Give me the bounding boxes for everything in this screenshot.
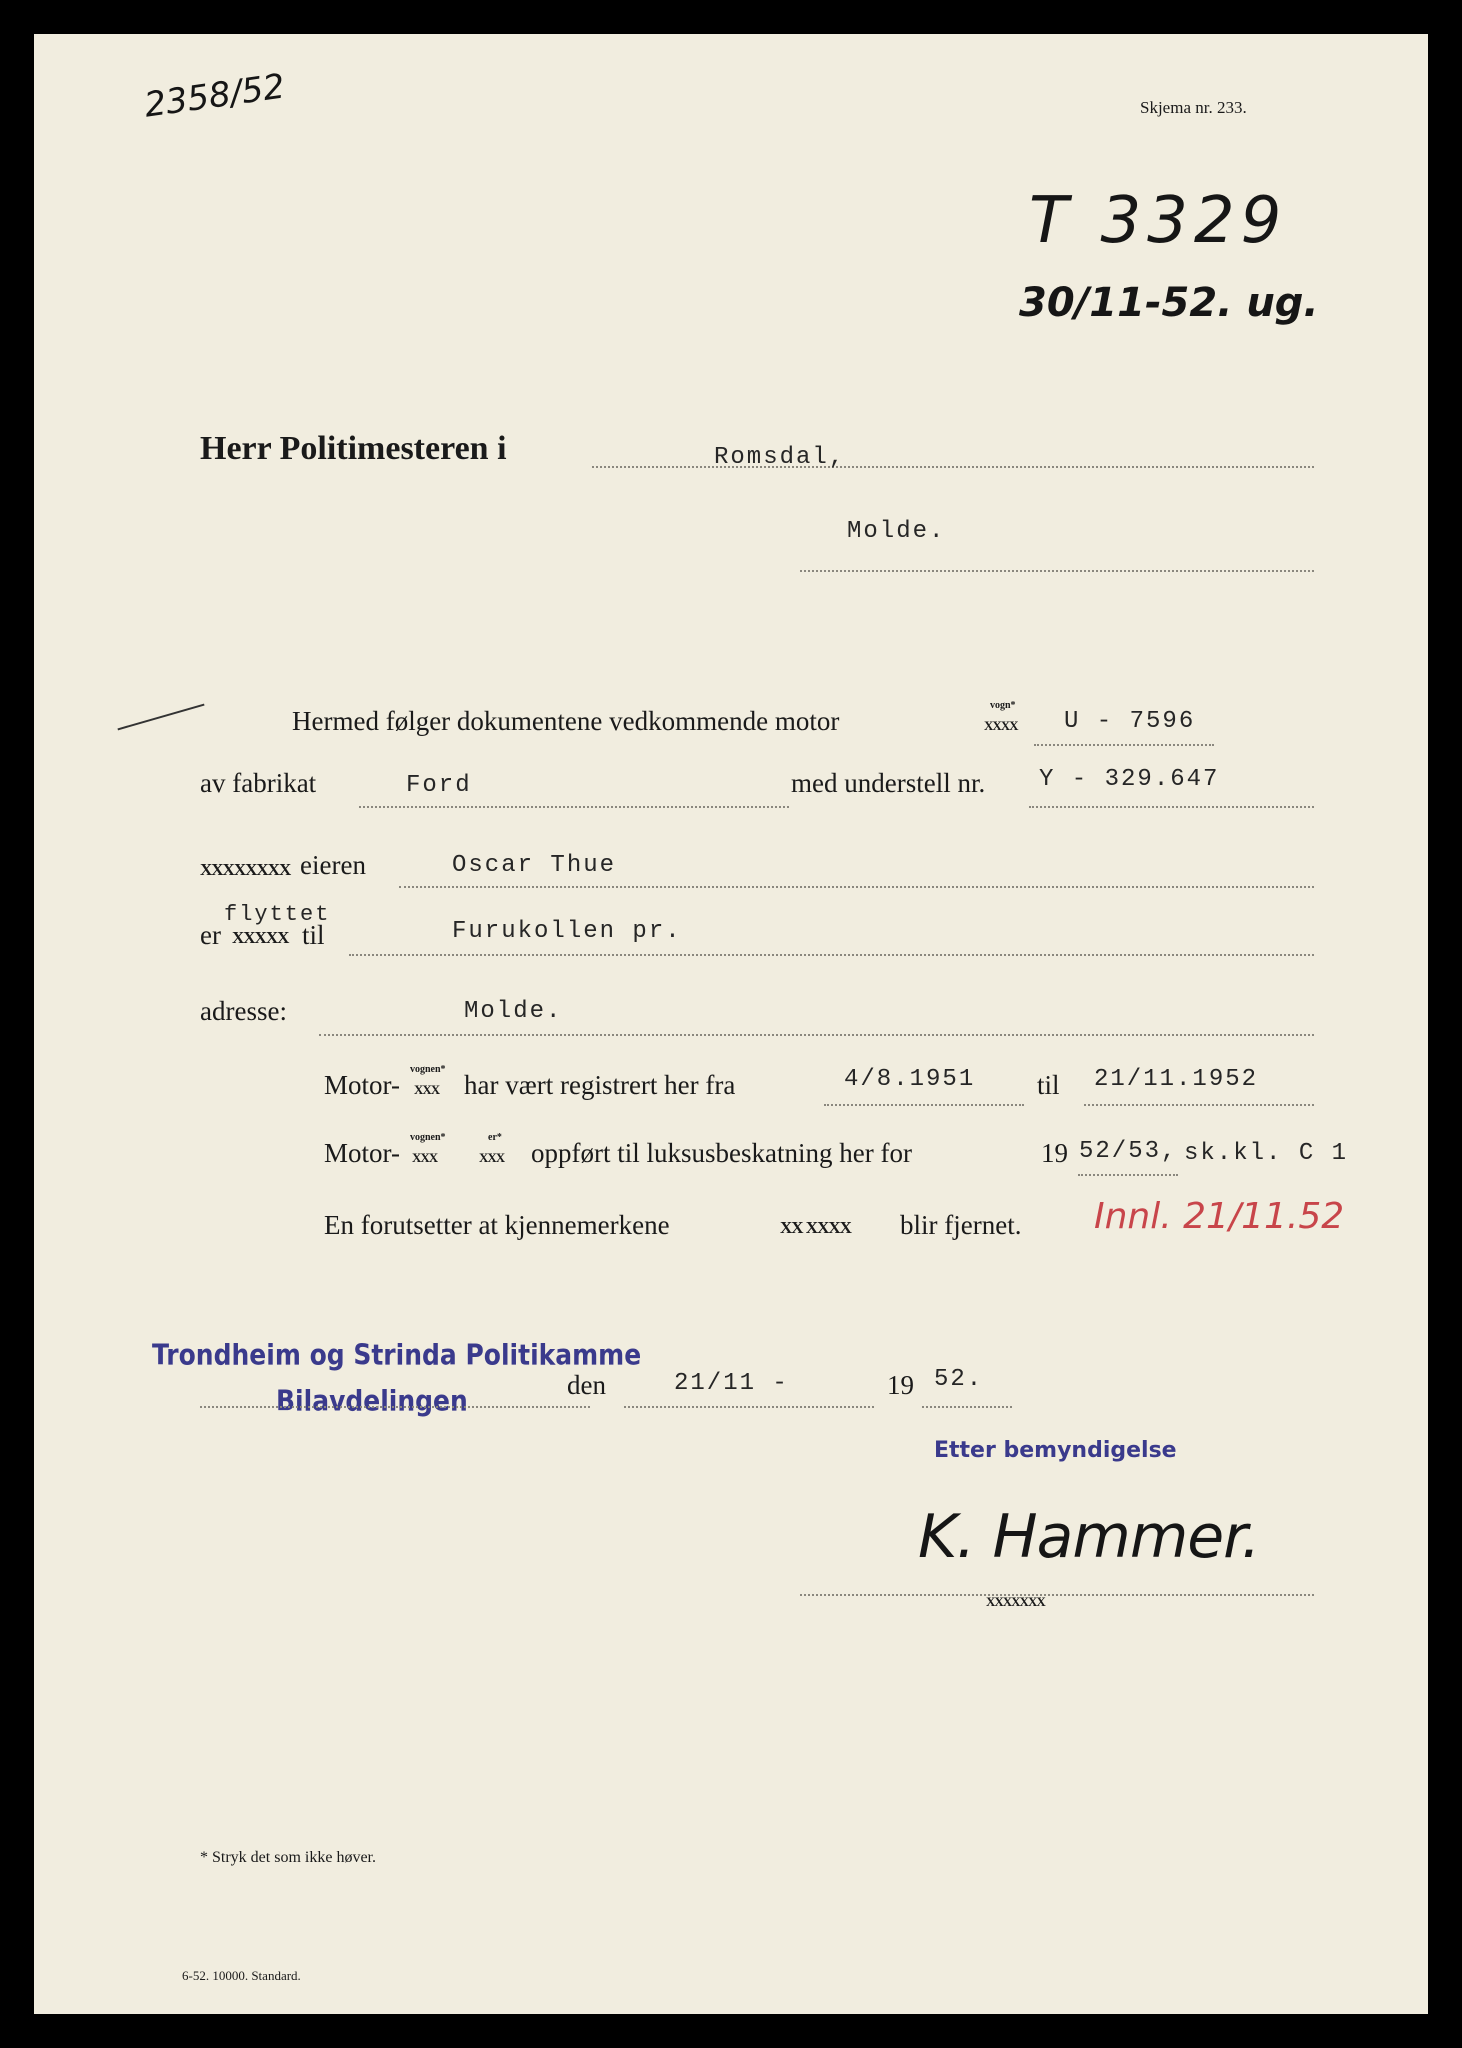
date-label: den [567, 1370, 606, 1400]
place-line [200, 1406, 590, 1408]
lux-year-prefix: 19 [1041, 1138, 1068, 1168]
moved-value: Furukollen pr. [452, 918, 682, 945]
date-value: 21/11 - [674, 1370, 789, 1397]
lux-strike-1: XXX [412, 1150, 438, 1165]
moved-label: til [302, 920, 325, 950]
lux-sup-1: vognen* [410, 1132, 446, 1143]
date-line [624, 1406, 874, 1408]
moved-line [349, 954, 1314, 956]
make-label: av fabrikat [200, 768, 317, 798]
owner-value: Oscar Thue [452, 852, 617, 879]
handwritten-ref: 2358/52 [141, 66, 288, 126]
district-line [592, 466, 1314, 468]
reg-until-label: til [1037, 1070, 1060, 1100]
address-value: Molde. [464, 998, 563, 1025]
plates-note: Innl. 21/11.52 [1094, 1196, 1345, 1237]
salutation: Herr Politimesteren i [200, 430, 507, 467]
registry-date: 30/11-52. ug. [1019, 280, 1319, 326]
registry-number: T 3329 [1029, 184, 1288, 258]
police-stamp-line-2: Bilavdelingen [276, 1383, 468, 1418]
moved-strike: XXXXX [232, 928, 289, 947]
owner-line [399, 886, 1314, 888]
signature-strike: XXXXXXX [986, 1594, 1045, 1609]
year-value: 52. [934, 1366, 984, 1393]
chassis-line [1029, 806, 1314, 808]
owner-label: eieren [300, 850, 366, 880]
police-stamp-line-1: Trondheim og Strinda Politikamme [152, 1337, 642, 1372]
make-value: Ford [406, 772, 472, 799]
form-number: Skjema nr. 233. [1140, 98, 1247, 117]
lux-year: 52/53, [1079, 1138, 1178, 1165]
intro-text: Hermed følger dokumentene vedkommende motor [292, 706, 840, 736]
lux-sup-2: er* [488, 1132, 502, 1143]
chassis-value: Y - 329.647 [1039, 766, 1220, 793]
reg-from: 4/8.1951 [844, 1066, 976, 1093]
year-prefix: 19 [887, 1370, 914, 1400]
reg-no: U - 7596 [1064, 708, 1196, 735]
district: Romsdal, [714, 444, 846, 471]
intro-sup: vogn* [990, 700, 1016, 711]
city-line [800, 570, 1314, 572]
plates-strike: XX XXXX [780, 1218, 851, 1237]
moved-insert: flyttet [224, 902, 331, 927]
document-page [34, 34, 1428, 2014]
lux-prefix: Motor- [324, 1138, 400, 1168]
reg-no-line [1034, 744, 1214, 746]
lux-strike-2: XXX [479, 1150, 505, 1165]
lux-class: sk.kl. C 1 [1184, 1140, 1349, 1167]
print-info: 6-52. 10000. Standard. [182, 1968, 301, 1983]
plates-text-1: En forutsetter at kjennemerkene [324, 1210, 670, 1240]
reg-strike: XXX [414, 1082, 440, 1097]
chassis-label: med understell nr. [791, 768, 986, 798]
reg-until-line [1084, 1104, 1314, 1106]
reg-prefix: Motor- [324, 1070, 400, 1100]
make-line [359, 806, 789, 808]
lux-text: oppført til luksusbeskatning her for [531, 1138, 912, 1168]
moved-prefix: er [200, 920, 221, 950]
margin-mark [117, 704, 204, 731]
footnote: * Stryk det som ikke høver. [200, 1849, 376, 1866]
year-line [922, 1406, 1012, 1408]
lux-year-line [1078, 1174, 1178, 1176]
intro-strike: XXXX [984, 718, 1018, 733]
owner-strike: XXXXXXXX [200, 860, 291, 879]
address-label: adresse: [200, 996, 287, 1026]
reg-sup: vognen* [410, 1064, 446, 1075]
reg-until: 21/11.1952 [1094, 1066, 1259, 1093]
city: Molde. [847, 518, 946, 545]
signature-line [800, 1594, 1314, 1596]
address-line [319, 1034, 1314, 1036]
authority-stamp: Etter bemyndigelse [934, 1438, 1177, 1463]
reg-text: har vært registrert her fra [464, 1070, 736, 1100]
plates-text-2: blir fjernet. [900, 1210, 1022, 1240]
reg-from-line [824, 1104, 1024, 1106]
signature: K. Hammer. [918, 1502, 1260, 1572]
